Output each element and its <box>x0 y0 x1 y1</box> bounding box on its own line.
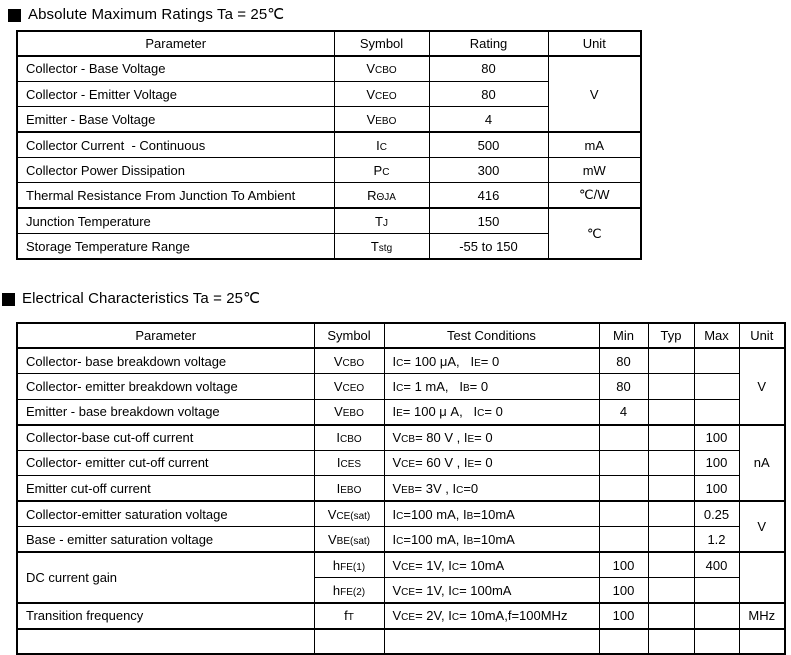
typ-cell <box>648 450 694 476</box>
test-conditions-cell: VCE= 1V, IC= 100mA <box>384 578 599 604</box>
typ-cell <box>648 501 694 527</box>
table-row <box>17 183 641 208</box>
min-cell: 80 <box>599 374 648 400</box>
column-header-symbol: Symbol <box>334 31 429 56</box>
test-conditions-cell <box>384 629 599 655</box>
section-title-text: Absolute Maximum Ratings Ta = 25℃ <box>28 6 285 23</box>
min-cell: 80 <box>599 348 648 374</box>
electrical-characteristics-table <box>16 322 786 655</box>
max-cell <box>694 399 739 425</box>
min-cell: 100 <box>599 603 648 629</box>
symbol-cell: RΘJA <box>334 183 429 208</box>
unit-cell: mW <box>548 158 641 183</box>
symbol-cell: hFE(2) <box>314 578 384 604</box>
typ-cell <box>648 552 694 578</box>
column-header-unit: Unit <box>548 31 641 56</box>
absolute-maximum-ratings-table <box>16 30 642 260</box>
max-cell: 400 <box>694 552 739 578</box>
max-cell: 100 <box>694 476 739 502</box>
symbol-cell: VEBO <box>314 399 384 425</box>
symbol-cell: VEBO <box>334 107 429 132</box>
typ-cell <box>648 399 694 425</box>
column-header-unit: Unit <box>739 323 785 348</box>
max-cell <box>694 374 739 400</box>
header-row <box>17 323 785 348</box>
parameter-cell: Collector-emitter saturation voltage <box>17 501 314 527</box>
symbol-cell: VCEO <box>314 374 384 400</box>
unit-cell <box>739 629 785 655</box>
max-cell: 100 <box>694 425 739 451</box>
symbol-cell: ICBO <box>314 425 384 451</box>
table-row <box>17 234 641 259</box>
min-cell: 4 <box>599 399 648 425</box>
parameter-cell: Storage Temperature Range <box>17 234 334 259</box>
symbol-cell: ICES <box>314 450 384 476</box>
max-cell: 1.2 <box>694 527 739 553</box>
parameter-cell: Collector-base cut-off current <box>17 425 314 451</box>
table-row <box>17 425 785 451</box>
parameter-cell: Emitter - Base Voltage <box>17 107 334 132</box>
table-row <box>17 501 785 527</box>
unit-cell: MHz <box>739 603 785 629</box>
rating-cell: 500 <box>429 132 548 157</box>
symbol-cell: PC <box>334 158 429 183</box>
column-header-max: Max <box>694 323 739 348</box>
parameter-cell: Thermal Resistance From Junction To Ambient <box>17 183 334 208</box>
unit-cell: V <box>548 56 641 132</box>
section-title-electrical-characteristics <box>2 290 791 308</box>
rating-cell: 80 <box>429 81 548 106</box>
symbol-cell: VBE(sat) <box>314 527 384 553</box>
parameter-cell: Base - emitter saturation voltage <box>17 527 314 553</box>
symbol-cell: VCEO <box>334 81 429 106</box>
table-row <box>17 450 785 476</box>
parameter-cell: Junction Temperature <box>17 208 334 233</box>
unit-cell <box>739 552 785 603</box>
typ-cell <box>648 629 694 655</box>
parameter-cell: Collector Current - Continuous <box>17 132 334 157</box>
table-row <box>17 476 785 502</box>
table-row <box>17 132 641 157</box>
min-cell <box>599 629 648 655</box>
max-cell <box>694 629 739 655</box>
test-conditions-cell: VEB= 3V , IC=0 <box>384 476 599 502</box>
parameter-cell: Collector - Emitter Voltage <box>17 81 334 106</box>
typ-cell <box>648 348 694 374</box>
min-cell <box>599 527 648 553</box>
max-cell <box>694 603 739 629</box>
table-row-partial <box>17 629 785 655</box>
symbol-cell: hFE(1) <box>314 552 384 578</box>
unit-cell: ℃/W <box>548 183 641 208</box>
unit-cell: ℃ <box>548 208 641 259</box>
header-row <box>17 31 641 56</box>
test-conditions-cell: VCE= 1V, IC= 10mA <box>384 552 599 578</box>
table-row <box>17 603 785 629</box>
table-row <box>17 527 785 553</box>
test-conditions-cell: IE= 100 μ A, IC= 0 <box>384 399 599 425</box>
column-header-min: Min <box>599 323 648 348</box>
section-title-absolute-maximum-ratings <box>8 6 791 24</box>
table-row <box>17 208 641 233</box>
test-conditions-cell: IC=100 mA, IB=10mA <box>384 527 599 553</box>
rating-cell: 80 <box>429 56 548 81</box>
typ-cell <box>648 374 694 400</box>
rating-cell: -55 to 150 <box>429 234 548 259</box>
symbol-cell: IC <box>334 132 429 157</box>
test-conditions-cell: IC=100 mA, IB=10mA <box>384 501 599 527</box>
parameter-cell: Collector- emitter cut-off current <box>17 450 314 476</box>
parameter-cell <box>17 629 314 655</box>
symbol-cell: VCBO <box>314 348 384 374</box>
rating-cell: 150 <box>429 208 548 233</box>
table-row <box>17 348 785 374</box>
parameter-cell: Collector- base breakdown voltage <box>17 348 314 374</box>
section-bullet-icon <box>2 293 15 306</box>
section-title-text: Electrical Characteristics Ta = 25℃ <box>22 290 261 308</box>
column-header-test-conditions: Test Conditions <box>384 323 599 348</box>
table-row <box>17 107 641 132</box>
parameter-cell: DC current gain <box>17 552 314 603</box>
test-conditions-cell: IC= 100 μA, IE= 0 <box>384 348 599 374</box>
rating-cell: 416 <box>429 183 548 208</box>
parameter-cell: Collector Power Dissipation <box>17 158 334 183</box>
typ-cell <box>648 425 694 451</box>
min-cell <box>599 476 648 502</box>
column-header-symbol: Symbol <box>314 323 384 348</box>
symbol-cell <box>314 629 384 655</box>
parameter-cell: Emitter - base breakdown voltage <box>17 399 314 425</box>
test-conditions-cell: VCE= 2V, IC= 10mA,f=100MHz <box>384 603 599 629</box>
unit-cell: V <box>739 501 785 552</box>
max-cell <box>694 578 739 604</box>
symbol-cell: fT <box>314 603 384 629</box>
min-cell: 100 <box>599 552 648 578</box>
table-row <box>17 552 785 578</box>
parameter-cell: Collector - Base Voltage <box>17 56 334 81</box>
table-row <box>17 158 641 183</box>
unit-cell: V <box>739 348 785 425</box>
min-cell <box>599 501 648 527</box>
symbol-cell: IEBO <box>314 476 384 502</box>
section-bullet-icon <box>8 9 21 22</box>
symbol-cell: VCBO <box>334 56 429 81</box>
unit-cell: mA <box>548 132 641 157</box>
parameter-cell: Transition frequency <box>17 603 314 629</box>
typ-cell <box>648 527 694 553</box>
min-cell <box>599 425 648 451</box>
symbol-cell: Tstg <box>334 234 429 259</box>
table-row <box>17 374 785 400</box>
table-row <box>17 399 785 425</box>
typ-cell <box>648 578 694 604</box>
column-header-rating: Rating <box>429 31 548 56</box>
symbol-cell: VCE(sat) <box>314 501 384 527</box>
column-header-typ: Typ <box>648 323 694 348</box>
test-conditions-cell: VCB= 80 V , IE= 0 <box>384 425 599 451</box>
table-row <box>17 56 641 81</box>
min-cell: 100 <box>599 578 648 604</box>
column-header-parameter: Parameter <box>17 31 334 56</box>
parameter-cell: Emitter cut-off current <box>17 476 314 502</box>
column-header-parameter: Parameter <box>17 323 314 348</box>
unit-cell: nA <box>739 425 785 502</box>
parameter-cell: Collector- emitter breakdown voltage <box>17 374 314 400</box>
symbol-cell: TJ <box>334 208 429 233</box>
max-cell <box>694 348 739 374</box>
test-conditions-cell: VCE= 60 V , IE= 0 <box>384 450 599 476</box>
typ-cell <box>648 476 694 502</box>
rating-cell: 4 <box>429 107 548 132</box>
table-row <box>17 81 641 106</box>
test-conditions-cell: IC= 1 mA, IB= 0 <box>384 374 599 400</box>
min-cell <box>599 450 648 476</box>
typ-cell <box>648 603 694 629</box>
max-cell: 0.25 <box>694 501 739 527</box>
max-cell: 100 <box>694 450 739 476</box>
rating-cell: 300 <box>429 158 548 183</box>
